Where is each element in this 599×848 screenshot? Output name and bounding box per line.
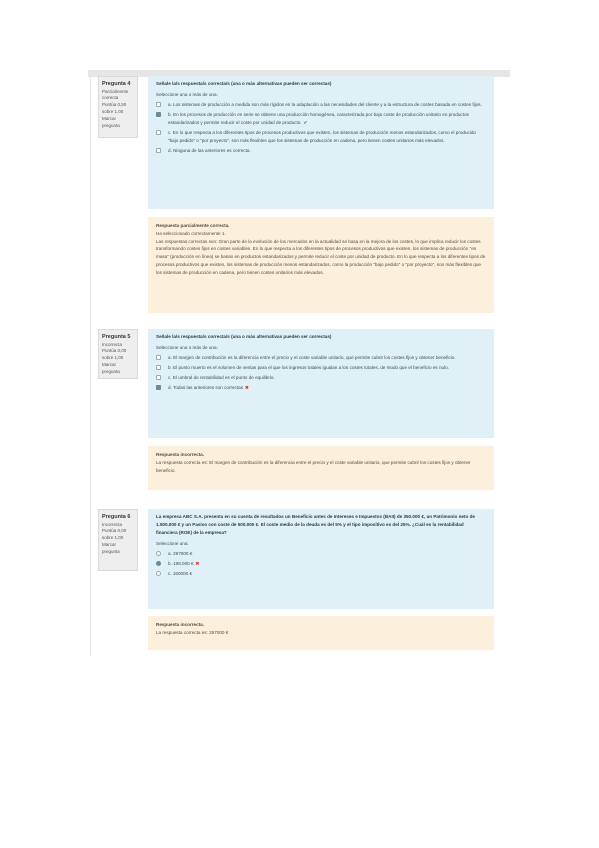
answer-option[interactable] bbox=[156, 550, 486, 558]
answer-prompt: Seleccione una: bbox=[156, 541, 189, 547]
question-text: La empresa ABC S.A. presenta en su cuenta de resultados un Beneficio antes de Intereses e Impuestos (BAII) de 350.000 €, un Patrimonio neto de 1.500.000 € y un Pasivo con coste de 500.000 €. El coste medio de la deuda es del 5% y el tipo impositivo es del 25%. ¿Cuál es la rentabilidad financiera (ROE) de la empresa? bbox=[156, 514, 475, 536]
flag-question-link[interactable]: Marcar bbox=[102, 116, 117, 122]
answer-option-label: a. Los sistemas de producción a medida son más rígidos en la adaptación a las necesidades del cliente y a la estructura de costes basada en costes fijos. bbox=[168, 102, 482, 108]
answer-option-label: b. El punto muerto es el volumen de ventas para el que los ingresos totales igualan a los costes totales, de modo que el beneficio es nulo. bbox=[168, 365, 449, 371]
feedback-body: La respuesta correcta es: 297000 € bbox=[156, 629, 229, 635]
answer-option[interactable] bbox=[156, 374, 486, 382]
radio-button[interactable] bbox=[156, 551, 161, 556]
feedback-body: Las respuestas correctas son: Gran parte de la evolución de los mercados en la actualidad se basa en la mejora de los costes, lo que implica reducir los costes transformando costes fijos en costes variables. En lo que respecta a los diferentes tipos de procesos productivos que existen, los sistemas de producción "en masa" (producción en línea) se basan en productos estandarizados y permite reducir el coste por unidad de producto. En lo que respecta a los diferentes tipos de procesos productivos que existen, los sistemas de producción menos estandarizados, como la producción "bajo pedido" o "por proyecto", son más flexibles que los sistemas de producción en cadena, pero tienen costes unitarios más elevados. bbox=[156, 238, 486, 275]
feedback-title: Respuesta incorrecta. bbox=[156, 622, 204, 627]
question-text: Señale la/s respuesta/s correcta/s (una o más alternativas pueden ser correctas) bbox=[156, 334, 332, 339]
question-status: correcta bbox=[102, 95, 119, 101]
answer-option-label: b. En los procesos de producción en serie se obtiene una producción homogénea, caracterizada por bajo coste de producción unitario en productos estandarizados y permite reducir el coste por unidad de producto. bbox=[168, 112, 469, 126]
left-rule bbox=[90, 76, 91, 656]
question-formulation-4 bbox=[148, 76, 494, 209]
answer-option-label: d. Todas las anteriores son correctas bbox=[168, 385, 243, 391]
question-status: Incorrecta bbox=[102, 341, 123, 347]
question-feedback-6 bbox=[148, 616, 494, 650]
question-info-5 bbox=[98, 329, 138, 379]
radio-button[interactable] bbox=[156, 571, 161, 576]
answer-option[interactable] bbox=[156, 560, 486, 568]
question-status: sobre 1,00 bbox=[102, 355, 124, 361]
flag-question-link[interactable]: Marcar bbox=[102, 542, 117, 548]
question-status: Incorrecta bbox=[102, 521, 123, 527]
question-number: Pregunta 4 bbox=[102, 81, 131, 87]
answer-option[interactable] bbox=[156, 364, 486, 372]
answer-option-label: b. 198.000 € bbox=[168, 561, 194, 567]
question-formulation-5 bbox=[148, 329, 494, 438]
flag-question-link[interactable]: Marcar bbox=[102, 362, 117, 368]
feedback-title: Respuesta incorrecta. bbox=[156, 452, 204, 457]
check-icon: ✔ bbox=[303, 120, 308, 126]
answer-prompt: Seleccione una o más de una: bbox=[156, 345, 218, 351]
answer-option-label: c. En lo que respecta a los diferentes tipos de procesos productivos que existen, los sistemas de producción menos estandarizados, como el producido "bajo pedido" o "por proyecto", son más flexibles que los sistemas de producción en cadena, pero tienen costes unitarios más elevados. bbox=[168, 130, 476, 144]
question-info-6 bbox=[98, 509, 138, 571]
question-status: Parcialmente bbox=[102, 88, 129, 94]
answer-option-label: c. 150000 € bbox=[168, 571, 193, 577]
answer-option-label: a. El margen de contribución es la diferencia entre el precio y el coste variable unitario, que permite cubrir los costes fijos y obtener beneficio. bbox=[168, 355, 456, 361]
question-number: Pregunta 5 bbox=[102, 334, 131, 340]
checkbox[interactable] bbox=[156, 385, 161, 390]
question-status: sobre 1,00 bbox=[102, 109, 124, 115]
answer-option[interactable] bbox=[156, 147, 486, 155]
question-status: Puntúa 0,00 bbox=[102, 348, 127, 354]
checkbox[interactable] bbox=[156, 148, 161, 153]
question-info-4 bbox=[98, 76, 138, 138]
answer-prompt: Seleccione una o más de una: bbox=[156, 92, 218, 98]
answer-option[interactable] bbox=[156, 570, 486, 578]
checkbox[interactable] bbox=[156, 355, 161, 360]
checkbox[interactable] bbox=[156, 365, 161, 370]
cross-icon: ✖ bbox=[195, 561, 200, 567]
checkbox[interactable] bbox=[156, 130, 161, 135]
answer-option-label: a. 297000 € bbox=[168, 551, 193, 557]
question-formulation-6 bbox=[148, 509, 494, 609]
question-text: Señale la/s respuesta/s correcta/s (una o más alternativas pueden ser correctas) bbox=[156, 81, 332, 86]
cross-icon: ✖ bbox=[244, 385, 249, 391]
question-status: Puntúa 0,50 bbox=[102, 102, 127, 108]
question-number: Pregunta 6 bbox=[102, 514, 131, 520]
flag-question-link[interactable]: pregunta bbox=[102, 369, 120, 375]
answer-option[interactable] bbox=[156, 384, 486, 392]
answer-option[interactable] bbox=[156, 111, 486, 127]
answer-option[interactable] bbox=[156, 101, 486, 109]
question-feedback-5 bbox=[148, 446, 494, 490]
flag-question-link[interactable]: pregunta bbox=[102, 123, 120, 129]
feedback-title: Respuesta parcialmente correcta. bbox=[156, 223, 230, 228]
answer-option[interactable] bbox=[156, 354, 486, 362]
answer-option[interactable] bbox=[156, 129, 486, 145]
feedback-body: La respuesta correcta es: El margen de contribución es la diferencia entre el precio y el coste variable unitario, que permite cubrir los costes fijos y obtener beneficio. bbox=[156, 459, 471, 473]
question-status: Puntúa 0,00 bbox=[102, 528, 127, 534]
answer-option-label: d. Ninguna de las anteriores es correcta. bbox=[168, 148, 251, 154]
feedback-subtitle: Ha seleccionado correctamente 1. bbox=[156, 230, 226, 236]
answer-option-label: c. El umbral de rentabilidad es el punto de equilibrio. bbox=[168, 375, 275, 381]
question-status: sobre 1,00 bbox=[102, 535, 124, 541]
checkbox[interactable] bbox=[156, 102, 161, 107]
checkbox[interactable] bbox=[156, 112, 161, 117]
flag-question-link[interactable]: pregunta bbox=[102, 549, 120, 555]
question-feedback-4 bbox=[148, 217, 494, 313]
radio-button[interactable] bbox=[156, 561, 161, 566]
checkbox[interactable] bbox=[156, 375, 161, 380]
